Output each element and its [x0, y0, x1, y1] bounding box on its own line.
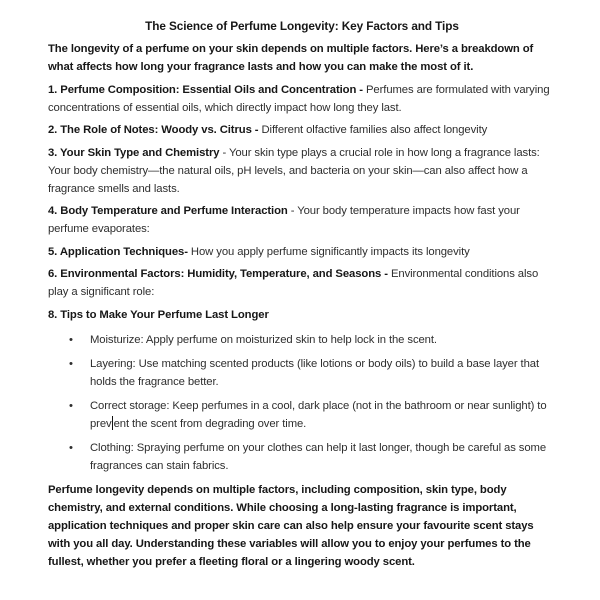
- section-heading-application: 5. Application Techniques-: [48, 245, 188, 258]
- section-paragraph-application[interactable]: [48, 243, 556, 261]
- tip-item-moisturize[interactable]: [48, 331, 556, 349]
- section-heading-environment: 6. Environmental Factors: Humidity, Temperature, and Seasons -: [48, 268, 391, 280]
- section-body-application: How you apply perfume significantly impacts its longevity: [187, 245, 470, 258]
- section-body-skin-type: - Your skin type plays a crucial role in how long a fragrance lasts: Your body chemistry—the natural oils, pH levels, and bacteria on your skin—can also affect how a fragrance smells and lasts.: [48, 146, 540, 195]
- tip-item-clothing[interactable]: [48, 439, 556, 475]
- document-title[interactable]: The Science of Perfume Longevity: Key Factors and Tips: [145, 19, 459, 33]
- bullet-icon: •: [69, 399, 73, 412]
- tip-text-clothing: Clothing: Spraying perfume on your clothes can help it last longer, though be careful as some fragrances can stain fabrics.: [90, 441, 547, 472]
- tip-text-layering: Layering: Use matching scented products (like lotions or body oils) to build a base layer that holds the fragrance better.: [90, 357, 539, 388]
- tip-text-storage-before-cursor: Correct storage: Keep perfumes in a cool, dark place (not in the bathroom or near sunlight) to prev: [90, 399, 547, 430]
- section-paragraph-skin-type[interactable]: [48, 144, 556, 198]
- section-paragraph-environment[interactable]: [48, 265, 556, 301]
- section-heading-skin-type: 3. Your Skin Type and Chemistry: [48, 146, 220, 159]
- tips-list: [48, 331, 556, 475]
- section-paragraph-body-temperature[interactable]: [48, 202, 556, 238]
- tips-heading[interactable]: 8. Tips to Make Your Perfume Last Longer: [48, 308, 269, 321]
- tip-text-moisturize: Moisturize: Apply perfume on moisturized skin to help lock in the scent.: [90, 333, 437, 346]
- bullet-icon: •: [69, 333, 73, 346]
- section-paragraph-composition[interactable]: [48, 81, 556, 117]
- intro-paragraph[interactable]: The longevity of a perfume on your skin depends on multiple factors. Here’s a breakdown of what affects how long your fragrance lasts and how you can make the most of it.: [48, 43, 534, 73]
- section-body-body-temperature: - Your body temperature impacts how fast your perfume evaporates:: [48, 205, 520, 235]
- section-heading-body-temperature: 4. Body Temperature and Perfume Interaction: [48, 205, 288, 217]
- tip-item-layering[interactable]: [48, 355, 556, 391]
- section-paragraph-notes[interactable]: [48, 121, 556, 139]
- tip-item-storage[interactable]: [48, 397, 556, 433]
- section-heading-composition: 1. Perfume Composition: Essential Oils and Concentration -: [48, 83, 366, 96]
- bullet-icon: •: [69, 357, 73, 370]
- tip-text-storage-after-cursor: ent the scent from degrading over time.: [113, 417, 307, 430]
- section-body-composition: Perfumes are formulated with varying concentrations of essential oils, which directly impact how long they last.: [48, 83, 550, 114]
- conclusion-paragraph[interactable]: Perfume longevity depends on multiple factors, including composition, skin type, body chemistry, and external conditions. While choosing a long-lasting fragrance is important, application techniques and proper skin care can also help ensure your favourite scent stays with you all day. Understanding these variables will allow you to enjoy your perfumes to the fullest, whether you prefer a fleeting floral or a lingering woody scent.: [48, 483, 534, 568]
- section-body-environment: Environmental conditions also play a significant role:: [48, 268, 539, 298]
- section-body-notes: Different olfactive families also affect longevity: [261, 124, 488, 136]
- bullet-icon: •: [69, 441, 73, 454]
- section-heading-notes: 2. The Role of Notes: Woody vs. Citrus -: [48, 124, 262, 136]
